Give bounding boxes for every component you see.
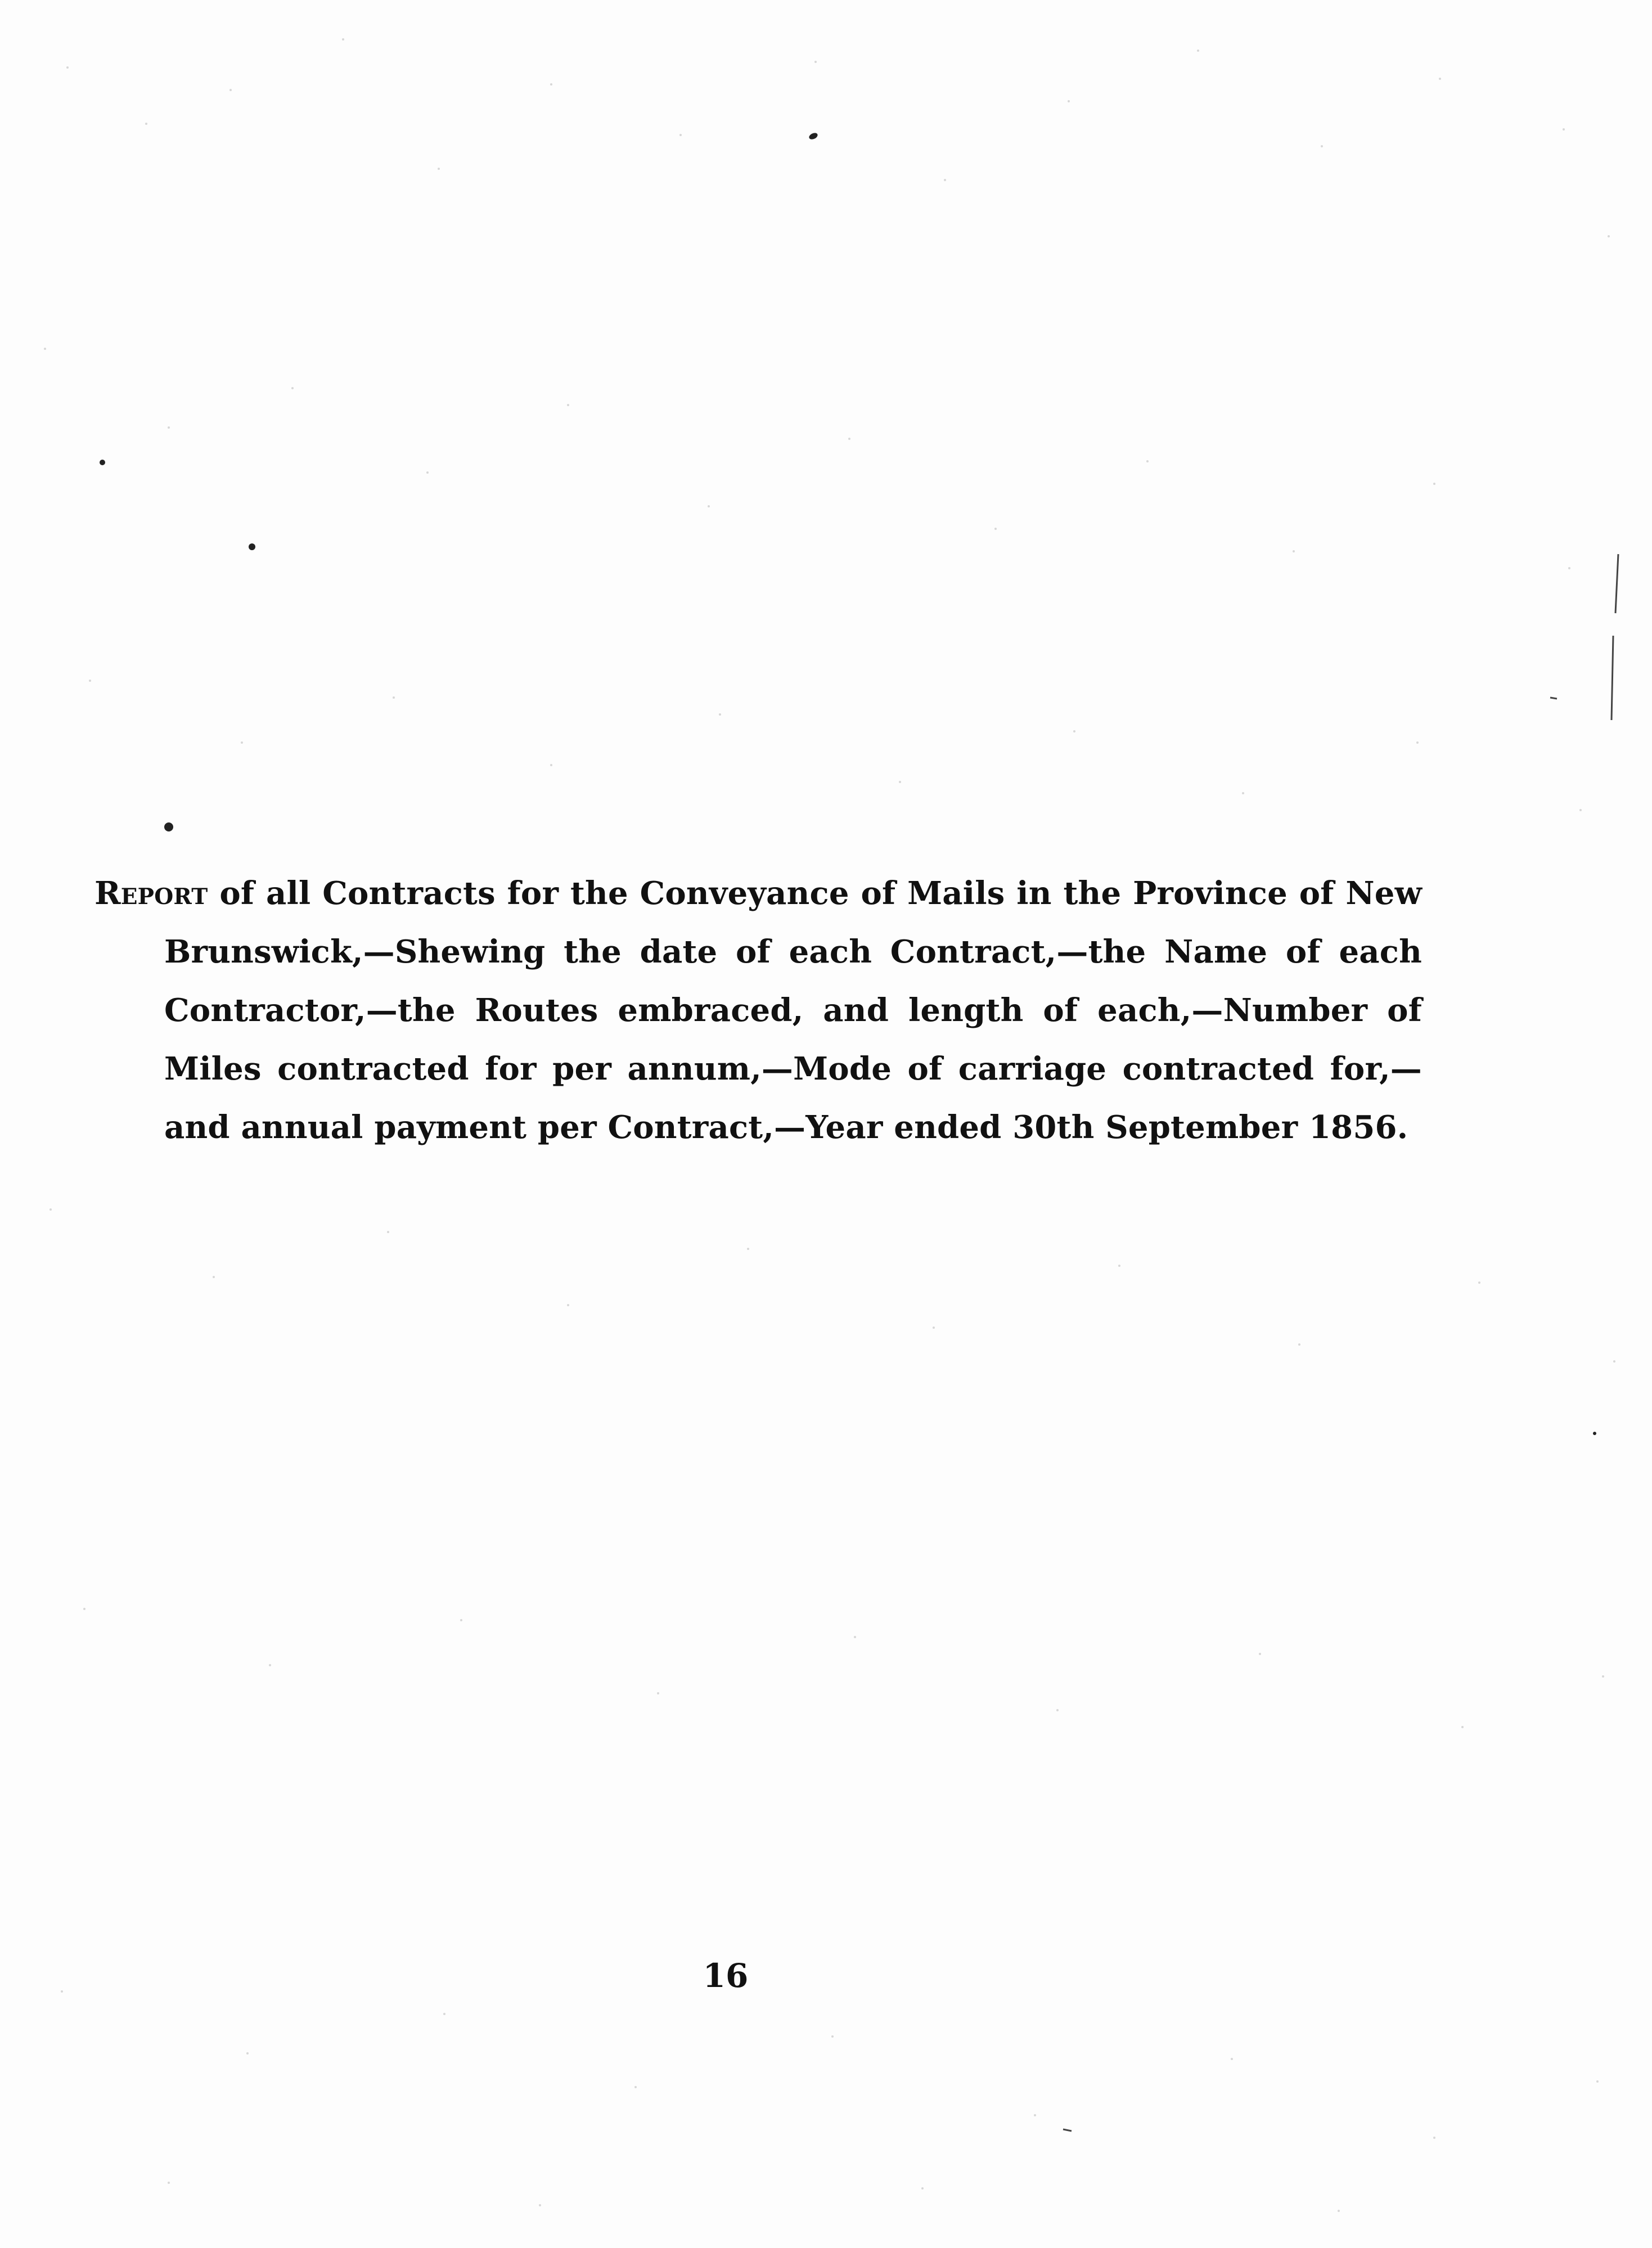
page-number: 16 bbox=[703, 1957, 749, 1995]
report-description: of all Contracts for the Conveyance of Mails in the Province of New Brunswick,—Shewing the date of each Contract,—the Name of each Contractor,—the Routes embraced, and length of each,—Number of Miles contracted for per annum,—Mode of carriage contracted for,—and annual payment per Contract,—Year ended 30th September 1856. bbox=[164, 875, 1422, 1146]
report-lead-word: Report bbox=[94, 875, 208, 912]
report-title-paragraph bbox=[94, 864, 1422, 1157]
